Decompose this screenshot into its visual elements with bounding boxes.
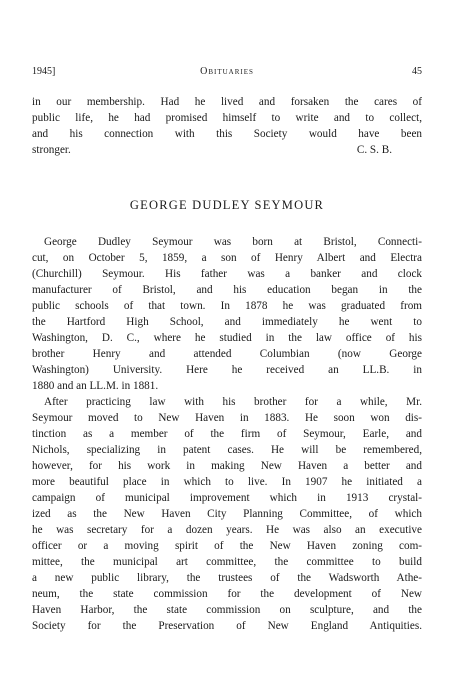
text-line: Society for the Preservation of New England Antiquities. (32, 620, 422, 632)
text-line: Nichols, specializing in patent cases. He will be remembered, (32, 444, 422, 456)
page-number: 45 (412, 66, 422, 77)
text-line: 1880 and an LL.M. in 1881. (32, 380, 159, 392)
text-line: he was secretary for a dozen years. He was also an executive (32, 524, 422, 536)
text-line: Washington, D. C., where he studied in the law office of his (32, 332, 422, 344)
text-line: Haven Harbor, the state commission on sculpture, and the (32, 604, 422, 616)
obituary-title: GEORGE DUDLEY SEYMOUR (129, 198, 325, 212)
text-line: the Hartford High School, and immediately he went to (32, 316, 422, 328)
text-line: After practicing law with his brother for a while, Mr. (44, 396, 422, 408)
running-head (32, 66, 422, 82)
text-line: public schools of that town. In 1878 he was graduated from (32, 300, 422, 312)
text-line: cut, on October 5, 1859, a son of Henry Albert and Electra (32, 252, 422, 264)
header-section-title: Obituaries (200, 66, 254, 77)
text-line: Seymour moved to New Haven in 1883. He soon won dis- (32, 412, 422, 424)
text-line: in our membership. Had he lived and forsaken the cares of (32, 96, 422, 108)
text-line: George Dudley Seymour was born at Bristol, Connecti- (44, 236, 422, 248)
text-line: however, for his work in making New Haven a better and (32, 460, 422, 472)
text-line: and his connection with this Society would have been (32, 128, 422, 140)
text-line: public life, he had promised himself to write and to collect, (32, 112, 422, 124)
header-year: 1945] (32, 66, 56, 77)
text-line: tinction as a member of the firm of Seymour, Earle, and (32, 428, 422, 440)
text-line: mittee, the municipal art committee, the committee to build (32, 556, 422, 568)
text-line: officer or a moving spirit of the New Haven zoning com- (32, 540, 422, 552)
text-line: ized as the New Haven City Planning Committee, of which (32, 508, 422, 520)
author-initials: C. S. B. (356, 144, 392, 156)
text-line-with-signature (32, 142, 422, 158)
text-line: brother Henry and attended Columbian (now George (32, 348, 422, 360)
text-line: stronger. (32, 144, 71, 156)
text-line: campaign of municipal improvement which in 1913 crystal- (32, 492, 422, 504)
text-line: Washington) University. Here he received an LL.B. in (32, 364, 422, 376)
text-line: (Churchill) Seymour. His father was a banker and clock (32, 268, 422, 280)
text-line: more beautiful place in which to live. In 1907 he initiated a (32, 476, 422, 488)
text-line: manufacturer of Bristol, and his education began in the (32, 284, 422, 296)
text-line: a new public library, the trustees of the Wadsworth Athe- (32, 572, 422, 584)
text-line: neum, the state commission for the development of New (32, 588, 422, 600)
